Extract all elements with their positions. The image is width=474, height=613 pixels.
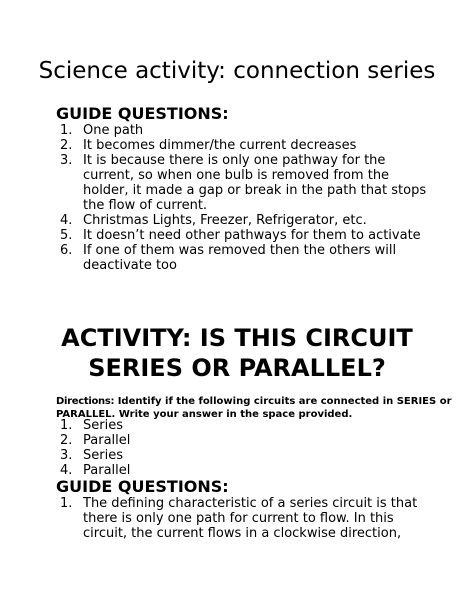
guide-questions-list-2 [60, 496, 417, 541]
answer-text: current, so when one bulb is removed from the [83, 168, 390, 183]
list-item [60, 433, 130, 448]
activity-title-line: SERIES OR PARALLEL? [88, 354, 386, 382]
item-number: 1. [60, 123, 73, 138]
item-number: 1. [60, 496, 73, 511]
answer-text: The defining characteristic of a series circuit is that [83, 496, 418, 511]
item-number: 4. [60, 213, 73, 228]
answer-text: It is because there is only one pathway for the [83, 153, 386, 168]
item-number: 6. [60, 243, 73, 258]
answer-text: Christmas Lights, Freezer, Refrigerator, etc. [83, 213, 367, 228]
directions-text: Identify if the following circuits are connected in SERIES or [114, 396, 452, 407]
item-number: 2. [60, 138, 73, 153]
item-number: 4. [60, 463, 73, 478]
answer-text: It becomes dimmer/the current decreases [83, 138, 357, 153]
answer-text: Series [83, 418, 123, 433]
list-item [60, 213, 426, 228]
list-item [60, 243, 426, 273]
guide-questions-heading: GUIDE QUESTIONS: [56, 104, 229, 123]
answer-text: One path [83, 123, 144, 138]
answer-text: deactivate too [83, 258, 177, 273]
answer-text: It doesn’t need other pathways for them to activate [83, 228, 421, 243]
item-number: 3. [60, 153, 73, 168]
list-item [60, 153, 426, 213]
document-title: Science activity: connection series [38, 58, 436, 84]
directions-text: PARALLEL. Write your answer in the space provided. [56, 409, 353, 420]
list-item [60, 463, 130, 478]
item-number: 1. [60, 418, 73, 433]
answer-text: the flow of current. [83, 198, 208, 213]
item-number: 3. [60, 448, 73, 463]
answer-text: Series [83, 448, 123, 463]
answer-text: Parallel [83, 433, 131, 448]
list-item [60, 123, 426, 138]
guide-questions-list [60, 123, 426, 273]
list-item [60, 138, 426, 153]
item-number: 2. [60, 433, 73, 448]
directions-label: Directions: [56, 396, 115, 407]
answer-text: there is only one path for current to flow. In this [83, 511, 394, 526]
list-item [60, 418, 130, 433]
item-number: 5. [60, 228, 73, 243]
list-item [60, 448, 130, 463]
answer-text: holder, it made a gap or break in the path that stops [83, 183, 427, 198]
answer-text: circuit, the current flows in a clockwise direction, [83, 526, 402, 541]
activity-title [0, 323, 474, 383]
answers-list [60, 418, 130, 478]
answer-text: If one of them was removed then the others will [83, 243, 397, 258]
activity-title-line: ACTIVITY: IS THIS CIRCUIT [61, 324, 413, 352]
answer-text: Parallel [83, 463, 131, 478]
guide-questions-heading-2: GUIDE QUESTIONS: [56, 477, 229, 496]
list-item [60, 228, 426, 243]
list-item [60, 496, 417, 541]
